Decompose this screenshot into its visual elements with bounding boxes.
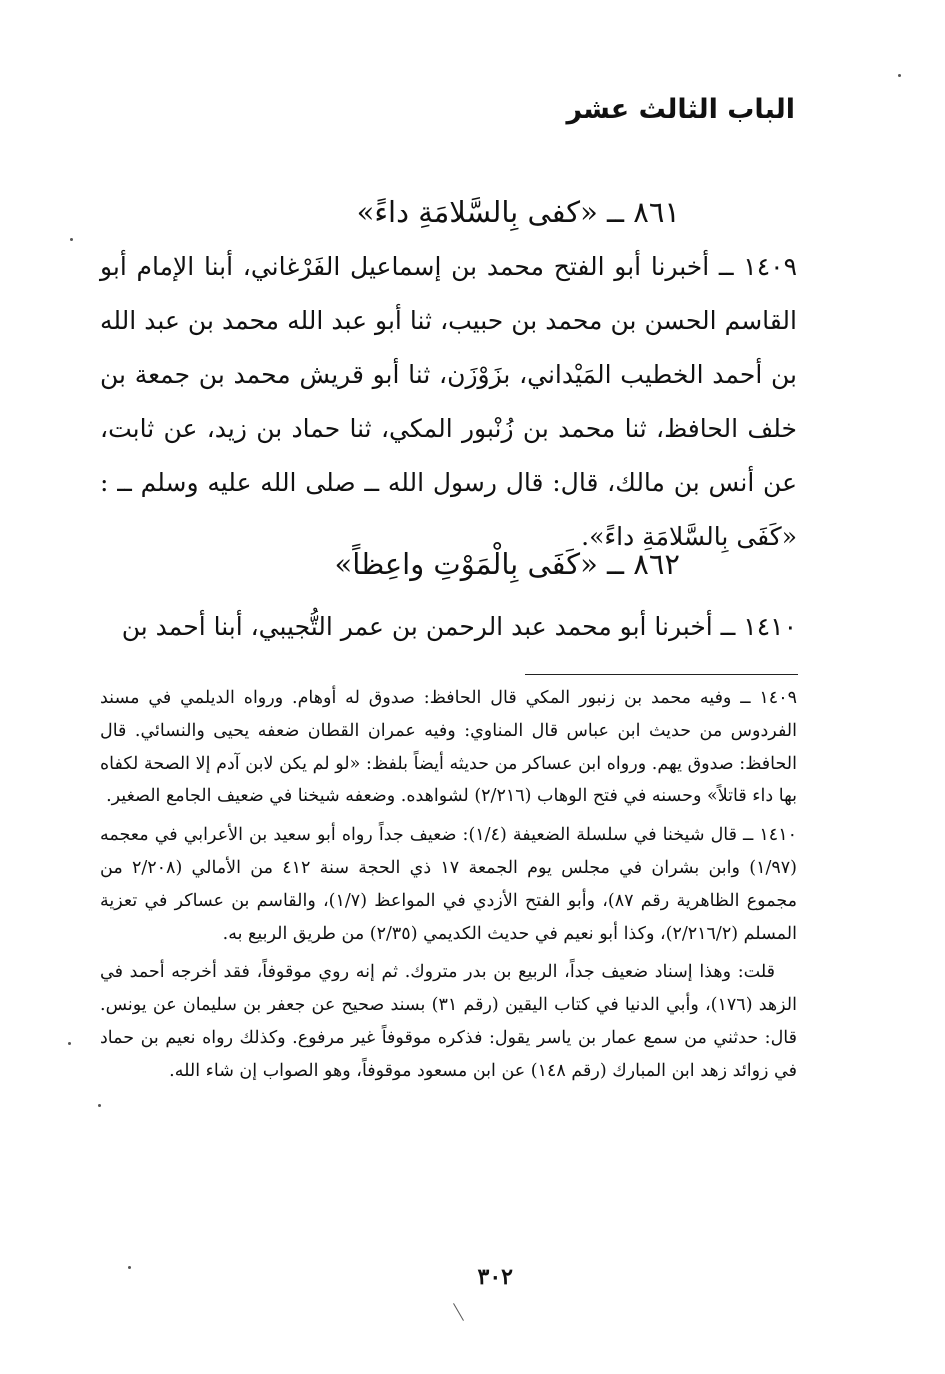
- footnote-1409: ١٤٠٩ ــ وفيه محمد بن زنبور المكي قال الحافظ: صدوق له أوهام. ورواه الديلمي في مسند الفردوس من حديث ابن عباس قال المناوي: وفيه عمران القطان ضعفه يحيى والنسائي. قال الحافظ: صدوق يهم. ورواه ابن عساكر من حديثه أيضاً بلفظ: «لو لم يكن لابن آدم إلا الصحة لكفاه بها داء قاتلاً» وحسنه في فتح الوهاب (٢/٢١٦) لشواهده. وضعفه شيخنا في ضعيف الجامع الصغير.: [100, 688, 797, 807]
- scan-speck: [128, 1266, 131, 1269]
- scan-speck: [98, 1104, 101, 1107]
- footnote-divider: [525, 674, 798, 675]
- chapter-title: الباب الثالث عشر: [566, 94, 795, 125]
- scan-mark: [453, 1303, 464, 1321]
- scan-speck: [898, 74, 901, 77]
- scan-speck: [68, 1042, 71, 1045]
- entry-heading-862: ٨٦٢ ــ «كَفَى بِالْمَوْتِ واعِظاً»: [334, 547, 680, 581]
- page-number: ٣٠٢: [477, 1264, 513, 1290]
- entry-heading-861: ٨٦١ ــ «كفى بِالسَّلامَةِ داءً»: [356, 195, 680, 229]
- footnote-1410: ١٤١٠ ــ قال شيخنا في سلسلة الضعيفة (١/٤): ضعيف جداً رواه أبو سعيد بن الأعرابي في معجمه (١/٩٧) وابن بشران في مجلس يوم الجمعة ١٧ ذي الحجة سنة ٤١٢ من الأمالي (٢/٢٠٨ من مجموع الظاهرية رقم ٨٧)، وأبو الفتح الأزدي في المواعظ (١/٧)، والقاسم بن عساكر في تعزية المسلم (٢/٢١٦/٢)، وكذا أبو نعيم في حديث الكديمي (٢/٣٥) من طريق الربيع به.: [100, 825, 797, 944]
- entry-text-1409: ١٤٠٩ ــ أخبرنا أبو الفتح محمد بن إسماعيل الفَرْغاني، أبنا الإمام أبو القاسم الحسن بن محمد بن حبيب، ثنا أبو عبد الله محمد بن عبد الله بن أحمد الخطيب المَيْداني، بزَوْزَن، ثنا أبو قريش محمد بن جمعة بن خلف الحافظ، ثنا محمد بن زُنْبور المكي، ثنا حماد بن زيد، عن ثابت، عن أنس بن مالك، قال: قال رسول الله ــ صلى الله عليه وسلم ــ : «كَفَى بِالسَّلامَةِ داءً».: [100, 252, 797, 551]
- footnotes-section: [100, 682, 797, 1094]
- entry-text-1410: ١٤١٠ ــ أخبرنا أبو محمد عبد الرحمن بن عمر التُّجيبي، أبنا أحمد بن: [121, 612, 797, 641]
- footnote-commentary: قلت: وهذا إسناد ضعيف جداً، الربيع بن بدر متروك. ثم إنه روي موقوفاً، فقد أخرجه أحمد في الزهد (١٧٦)، وأبي الدنيا في كتاب اليقين (رقم ٣١) بسند صحيح عن جعفر بن سليمان عن يونس. قال: حدثني من سمع عمار بن ياسر يقول: فذكره موقوفاً غير مرفوع. وكذلك رواه نعيم بن حماد في زوائد زهد ابن المبارك (رقم ١٤٨) عن ابن مسعود موقوفاً، وهو الصواب إن شاء الله.: [100, 962, 797, 1081]
- scan-speck: [70, 238, 73, 241]
